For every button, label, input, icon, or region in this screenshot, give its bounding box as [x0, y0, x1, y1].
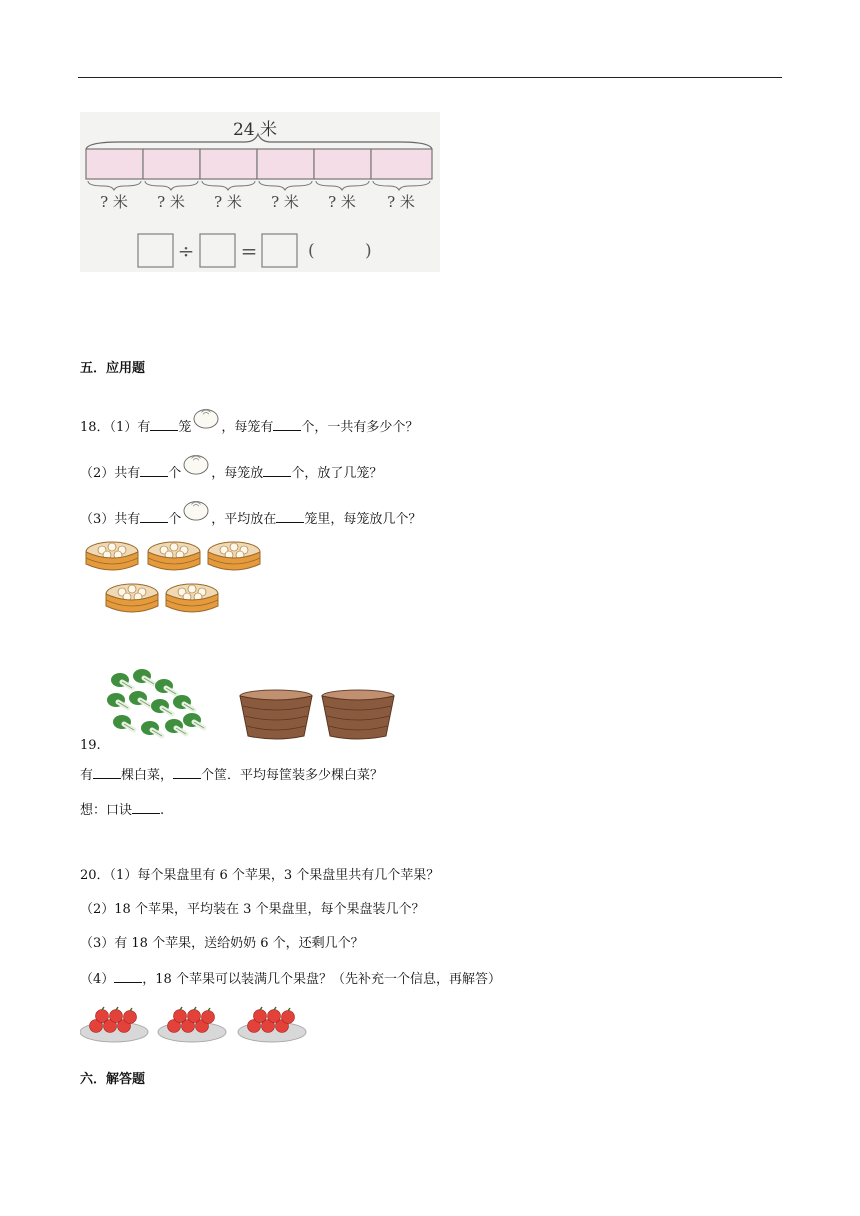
paren-close: ) [365, 241, 372, 261]
q20-line4 [80, 969, 501, 989]
apple-plates-image [80, 1002, 312, 1046]
text: ，每笼放 [211, 466, 264, 481]
basket [322, 690, 394, 739]
apple-plate [158, 1007, 226, 1042]
bar-segment [371, 149, 432, 179]
steamed-bun-icon [181, 497, 211, 521]
q18-line3 [80, 497, 421, 529]
text: 想：口诀 [80, 803, 133, 818]
text: 笼里，每笼放几个？ [304, 512, 422, 527]
steamer-basket [106, 584, 158, 612]
answer-blank[interactable] [276, 509, 304, 523]
basket [240, 690, 312, 739]
steamer-basket [148, 542, 200, 570]
text: 个筐．平均每筐装多少棵白菜？ [201, 768, 384, 783]
paren-open: ( [308, 241, 315, 261]
apple-plate [80, 1007, 148, 1042]
answer-blank[interactable] [173, 765, 201, 779]
text: 棵白菜， [121, 768, 174, 783]
segment-label: ? 米 [271, 193, 299, 211]
segment-label: ? 米 [214, 193, 242, 211]
section-title: 六．解答题 [80, 1072, 146, 1087]
q18-line2 [80, 451, 382, 483]
text: （3）共有 [80, 512, 141, 527]
bar-segment [86, 149, 143, 179]
steamed-bun-icon [191, 405, 221, 429]
steamer-basket [166, 584, 218, 612]
header-rule [78, 77, 782, 78]
steamer-basket [86, 542, 138, 570]
bar-segment [257, 149, 314, 179]
segment-label: ? 米 [100, 193, 128, 211]
steamer-basket [208, 542, 260, 570]
q19-line2 [80, 800, 164, 820]
text: 笼 [178, 420, 192, 435]
answer-blank[interactable] [150, 417, 178, 431]
text: 个，放了几笼？ [291, 466, 383, 481]
cabbages-and-baskets-image [104, 668, 400, 750]
text: . [160, 803, 165, 818]
answer-blank[interactable] [114, 969, 142, 983]
bar-segment [314, 149, 371, 179]
text: 18．（1）有 [80, 420, 151, 435]
text: （4） [80, 972, 115, 987]
answer-blank[interactable] [140, 463, 168, 477]
q20-line3: （3）有 18 个苹果，送给奶奶 6 个，还剩几个？ [80, 936, 364, 951]
section-title: 五．应用题 [80, 361, 146, 376]
segment-label: ? 米 [157, 193, 185, 211]
answer-blank[interactable] [132, 800, 160, 814]
text: 个，一共有多少个？ [301, 420, 419, 435]
q18-line1 [80, 405, 418, 437]
answer-blank[interactable] [93, 765, 121, 779]
equals-sign: = [240, 239, 258, 263]
text: 有 [80, 768, 94, 783]
q20-line2: （2）18 个苹果，平均装在 3 个果盘里，每个果盘装几个？ [80, 902, 425, 917]
segment-label: ? 米 [387, 193, 415, 211]
text: （2）共有 [80, 466, 141, 481]
text: 个 [168, 466, 182, 481]
apple-plate [238, 1007, 306, 1042]
bar-segment [143, 149, 200, 179]
text: ，每笼有 [221, 420, 274, 435]
total-length-label: 24 米 [232, 120, 278, 140]
answer-blank[interactable] [140, 509, 168, 523]
bar-segments [86, 149, 432, 179]
steamer-baskets-image [80, 528, 270, 620]
divide-sign: ÷ [177, 239, 195, 263]
answer-blank[interactable] [273, 417, 301, 431]
segment-label: ? 米 [328, 193, 356, 211]
q19-number: 19. [80, 738, 101, 753]
text: ，18 个苹果可以装满几个果盘？（先补充一个信息，再解答） [142, 972, 501, 987]
q20-line1: 20．（1）每个果盘里有 6 个苹果，3 个果盘里共有几个苹果？ [80, 868, 440, 883]
text: ，平均放在 [211, 512, 277, 527]
text: 个 [168, 512, 182, 527]
bar-segment [200, 149, 257, 179]
answer-blank[interactable] [263, 463, 291, 477]
steamed-bun-icon [181, 451, 211, 475]
measure-diagram [80, 112, 440, 272]
q19-line1 [80, 765, 383, 785]
